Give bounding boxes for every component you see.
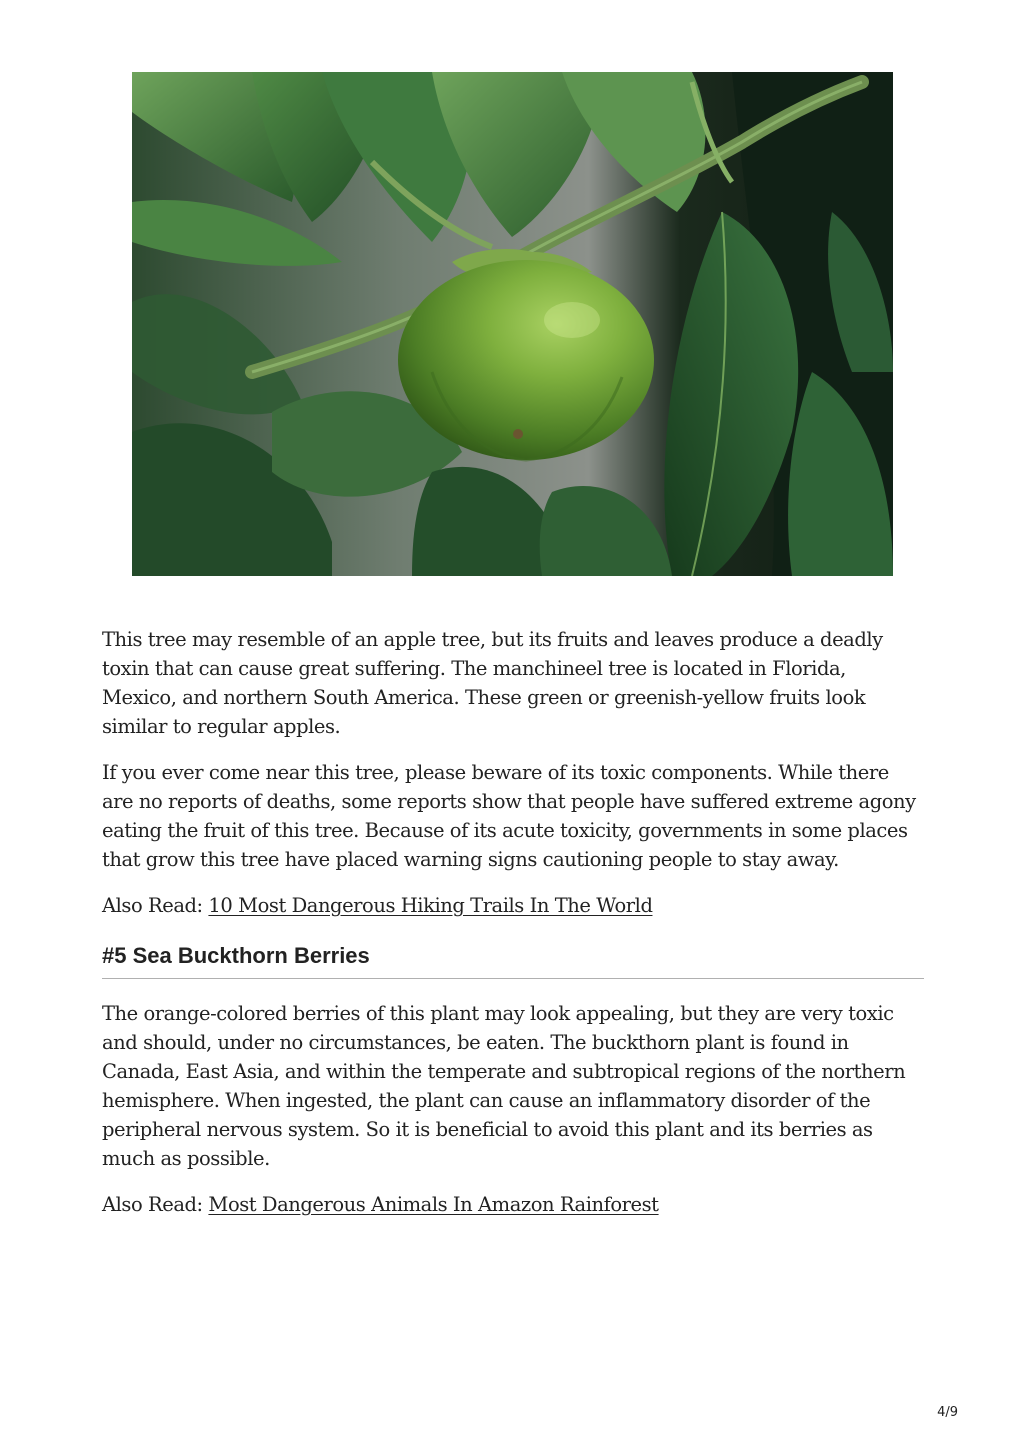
also-read-prefix: Also Read: [102,1193,209,1216]
also-read-link-hiking-trails[interactable]: 10 Most Dangerous Hiking Trails In The World [208,894,653,917]
also-read-2 [102,1190,924,1219]
also-read-link-amazon-animals[interactable]: Most Dangerous Animals In Amazon Rainforest [208,1193,659,1216]
also-read-prefix: Also Read: [102,894,209,917]
photo-graphic [132,72,893,576]
section-heading-sea-buckthorn: #5 Sea Buckthorn Berries [102,942,924,979]
paragraph-manchineel-intro: This tree may resemble of an apple tree, but its fruits and leaves produce a deadly toxin that can cause great suffering. The manchineel tree is located in Florida, Mexico, and northern South America. These green or greenish-yellow fruits look similar to regular apples. [102,628,883,738]
manchineel-fruit-photo [132,72,893,576]
article-content [102,625,924,1233]
also-read-1 [102,891,924,920]
page-number: 4/9 [937,1405,958,1420]
paragraph-manchineel-warning: If you ever come near this tree, please beware of its toxic components. While there are no reports of deaths, some reports show that people have suffered extreme agony eating the fruit of this tree. Because of its acute toxicity, governments in some places that grow this tree have placed warning signs cautioning people to stay away. [102,761,916,871]
paragraph-sea-buckthorn: The orange-colored berries of this plant may look appealing, but they are very toxic and should, under no circumstances, be eaten. The buckthorn plant is found in Canada, East Asia, and within the temperate and subtropical regions of the northern hemisphere. When ingested, the plant can cause an inflammatory disorder of the peripheral nervous system. So it is beneficial to avoid this plant and its berries as much as possible. [102,1002,906,1170]
